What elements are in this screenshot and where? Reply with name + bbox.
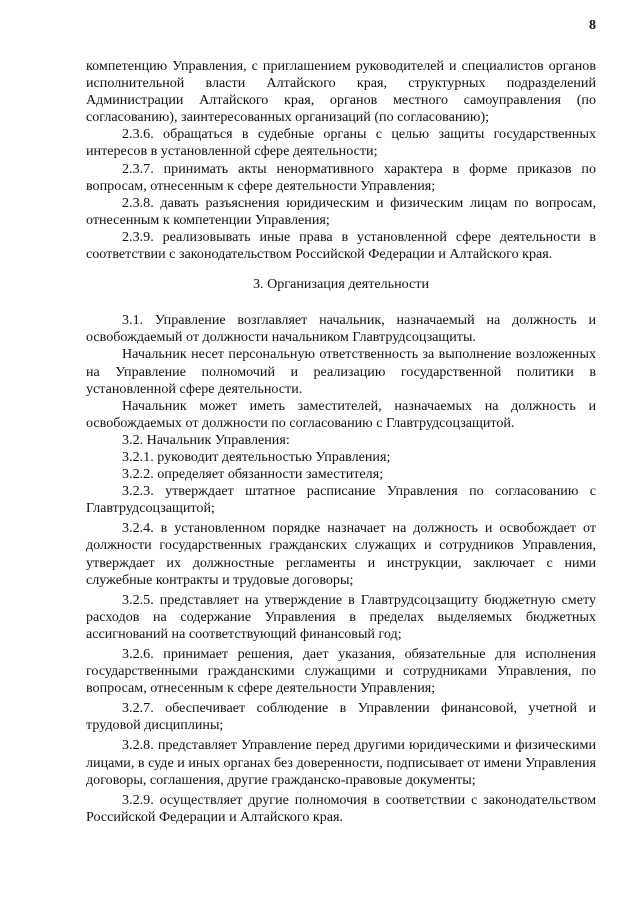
paragraph-3-2-5: 3.2.5. представляет на утверждение в Главтрудсоцзащиту бюджетную смету расходов на содержание Управления в пределах выделяемых бюджетных ассигнований на соответствующий финансовый год; [86, 591, 596, 642]
paragraph-3-2-7: 3.2.7. обеспечивает соблюдение в Управлении финансовой, учетной и трудовой дисциплины; [86, 700, 596, 734]
paragraph-head-responsibility: Начальник несет персональную ответственность за выполнение возложенных на Управление полномочий и реализацию государственной политики в установленной сфере деятельности. [86, 346, 596, 397]
paragraph-3-2-2: 3.2.2. определяет обязанности заместителя; [122, 466, 384, 483]
paragraph-2-3-9: 2.3.9. реализовывать иные права в установленной сфере деятельности в соответствии с законодательством Российской Федерации и Алтайского края. [86, 228, 596, 263]
paragraph-2-3-8: 2.3.8. давать разъяснения юридическим и физическим лицам по вопросам, отнесенным к компетенции Управления; [86, 194, 596, 228]
paragraph-3-2-8: 3.2.8. представляет Управление перед другими юридическими и физическими лицами, в суде и иных органах без доверенности, подписывает от имени Управления договоры, соглашения, другие гражданско-правовые документы; [86, 737, 596, 788]
paragraph-3-1: 3.1. Управление возглавляет начальник, назначаемый на должность и освобождаемый от должности начальником Главтрудсоцзащиты. [86, 312, 596, 346]
document-body [86, 58, 596, 826]
paragraph-head-deputies: Начальник может иметь заместителей, назначаемых на должность и освобождаемых от должности по согласованию с Главтрудсоцзащитой. [86, 397, 596, 431]
paragraph-3-2-4: 3.2.4. в установленном порядке назначает на должность и освобождает от должности государственных гражданских служащих и сотрудников Управления, утверждает их должностные регламенты и инструкции, заключает с ними служебные контракты и трудовые договоры; [86, 520, 596, 588]
paragraph-3-2-9: 3.2.9. осуществляет другие полномочия в соответствии с законодательством Российской Федерации и Алтайского края. [86, 791, 596, 825]
paragraph-3-2-3: 3.2.3. утверждает штатное расписание Управления по согласованию с Главтрудсоцзащитой; [86, 483, 596, 517]
paragraph-continuation: компетенцию Управления, с приглашением руководителей и специалистов органов исполнительной власти Алтайского края, структурных подразделений Администрации Алтайского края, органов местного самоуправления (по согласованию), заинтересованных организаций (по согласованию); [86, 58, 596, 126]
paragraph-3-2-6: 3.2.6. принимает решения, дает указания, обязательные для исполнения государственными гражданскими служащими и сотрудниками Управления, по вопросам, отнесенным к сфере деятельности Управления; [86, 646, 596, 697]
section-heading: 3. Организация деятельности [252, 276, 430, 293]
paragraph-2-3-7: 2.3.7. принимать акты ненормативного характера в форме приказов по вопросам, отнесенным к сфере деятельности Управления; [86, 160, 596, 194]
paragraph-3-2-1: 3.2.1. руководит деятельностью Управления; [122, 448, 391, 465]
page-number: 8 [589, 18, 596, 33]
paragraph-3-2: 3.2. Начальник Управления: [122, 431, 290, 448]
paragraph-2-3-6: 2.3.6. обращаться в судебные органы с целью защиты государственных интересов в установленной сфере деятельности; [86, 126, 596, 160]
